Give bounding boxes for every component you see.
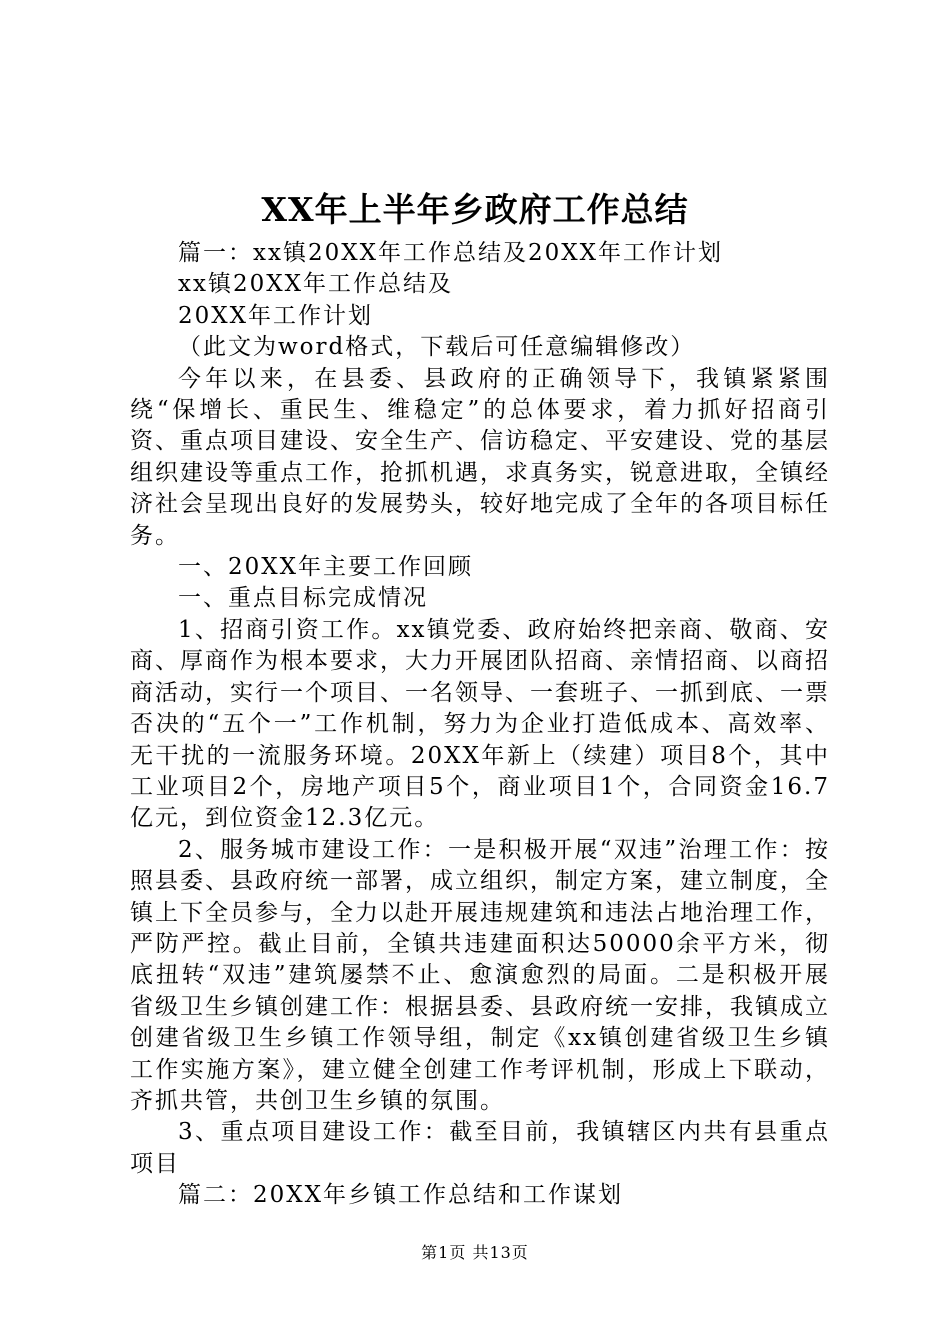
- paragraph-part-two-heading: 篇二：20XX年乡镇工作总结和工作谋划: [178, 1182, 624, 1209]
- paragraph-section-targets: 一、重点目标完成情况: [178, 585, 428, 612]
- paragraph-intro: 今年以来，在县委、县政府的正确领导下，我镇紧紧围绕“保增长、重民生、维稳定”的总体要求，着力抓好招商引资、重点项目建设、安全生产、信访稳定、平安建设、党的基层组织建设等重点工作，抢抓机遇，求真务实，锐意进取，全镇经济社会呈现出良好的发展势头，较好地完成了全年的各项目标任务。: [130, 365, 830, 549]
- paragraph-subtitle-line-2: 20XX年工作计划: [178, 302, 374, 329]
- document-title: XX年上半年乡政府工作总结: [261, 190, 689, 229]
- document-body: [130, 238, 830, 1212]
- paragraph-subtitle-line-1: xx镇20XX年工作总结及: [178, 271, 453, 298]
- paragraph-section-review: 一、20XX年主要工作回顾: [178, 554, 474, 581]
- page-number-footer: 第1页 共13页: [421, 1243, 529, 1262]
- paragraph-item-key-projects: 3、重点项目建设工作：截至目前，我镇辖区内共有县重点项目: [130, 1119, 830, 1177]
- paragraph-item-investment: 1、招商引资工作。xx镇党委、政府始终把亲商、敬商、安商、厚商作为根本要求，大力开展团队招商、亲情招商、以商招商活动，实行一个项目、一名领导、一套班子、一抓到底、一票否决的“五个一”工作机制，努力为企业打造低成本、高效率、无干扰的一流服务环境。20XX年新上（续建）项目8个，其中工业项目2个，房地产项目5个，商业项目1个，合同资金16.7亿元，到位资金12.3亿元。: [130, 616, 830, 832]
- paragraph-part-one-heading: 篇一：xx镇20XX年工作总结及20XX年工作计划: [178, 240, 723, 266]
- paragraph-item-city-construction: 2、服务城市建设工作：一是积极开展“双违”治理工作：按照县委、县政府统一部署，成立组织，制定方案，建立制度，全镇上下全员参与，全力以赴开展违规建筑和违法占地治理工作，严防严控。截止目前，全镇共违建面积达50000余平方米，彻底扭转“双违”建筑屡禁不止、愈演愈烈的局面。二是积极开展省级卫生乡镇创建工作：根据县委、县政府统一安排，我镇成立创建省级卫生乡镇工作领导组，制定《xx镇创建省级卫生乡镇工作实施方案》，建立健全创建工作考评机制，形成上下联动，齐抓共管，共创卫生乡镇的氛围。: [130, 836, 830, 1114]
- paragraph-format-note: （此文为word格式，下载后可任意编辑修改）: [178, 334, 696, 361]
